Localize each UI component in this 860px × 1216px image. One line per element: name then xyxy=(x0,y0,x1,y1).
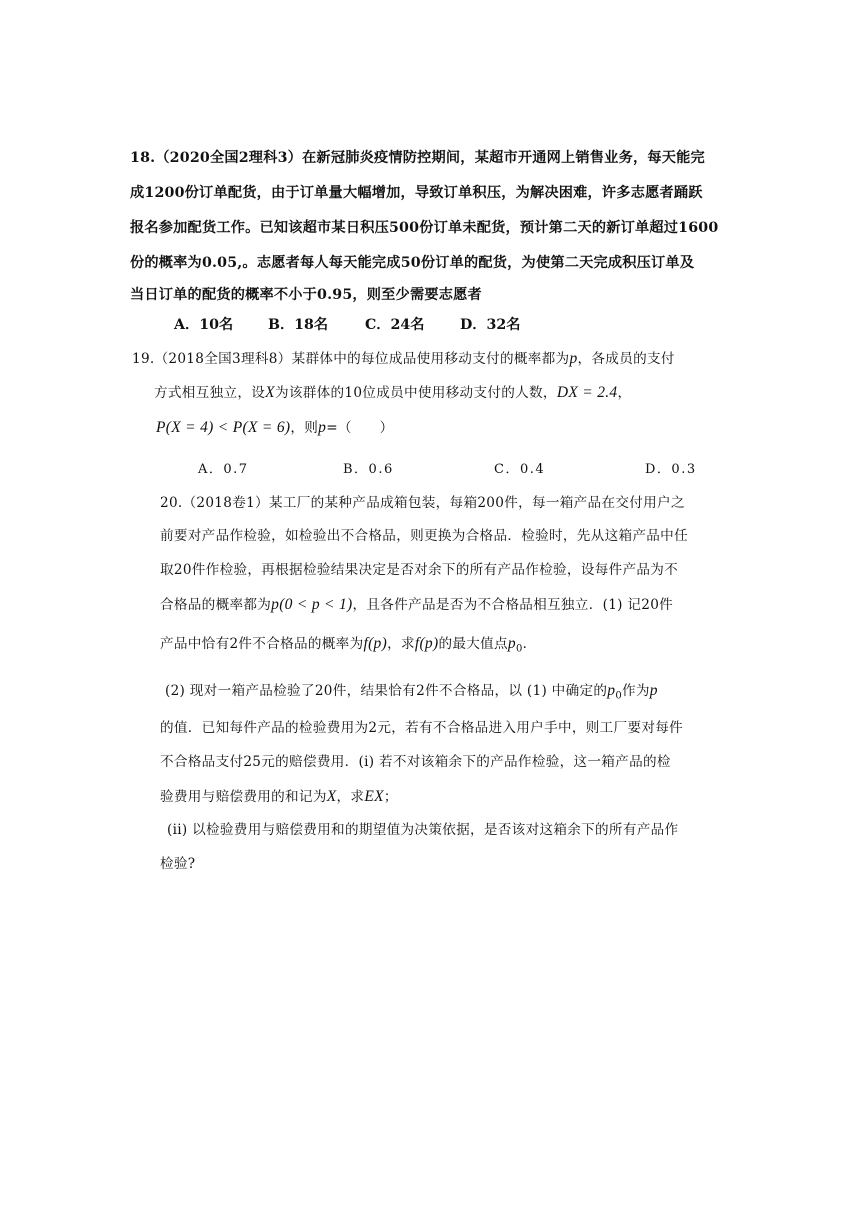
q18-option-d: D．32名 xyxy=(460,317,521,333)
q20-line-8: 不合格品支付25元的赔偿费用．(i) 若不对该箱余下的产品作检验，这一箱产品的检 xyxy=(160,754,671,770)
q20-line-9: 验费用与赔偿费用的和记为X，求EX； xyxy=(160,788,398,805)
q18-line-3: 报名参加配货工作。已知该超市某日积压500份订单未配货，预计第二天的新订单超过1600 xyxy=(130,220,719,236)
q19-option-c: C．0.4 xyxy=(494,462,546,477)
q18-option-a: A．10名 xyxy=(174,317,234,333)
q18-line-2: 成1200份订单配货，由于订单量大幅增加，导致订单积压，为解决困难，许多志愿者踊跃 xyxy=(130,185,703,201)
q20-line-4: 合格品的概率都为p(0 < p < 1)，且各件产品是否为不合格品相互独立．(1) 记20件 xyxy=(160,596,674,613)
q18-option-c: C．24名 xyxy=(365,317,425,333)
q19-line-3: P(X = 4) < P(X = 6)，则p=（ ） xyxy=(156,419,394,436)
q19-option-d: D．0.3 xyxy=(645,462,697,477)
q20-line-10: (ii) 以检验费用与赔偿费用和的期望值为决策依据，是否该对这箱余下的所有产品作 xyxy=(167,822,679,838)
q20-line-5: 产品中恰有2件不合格品的概率为f(p)，求f(p)的最大值点$p_0$． xyxy=(160,635,537,655)
q20-line-6: (2) 现对一箱产品检验了20件，结果恰有2件不合格品，以 (1) 中确定的$p_0$作为p xyxy=(165,682,658,702)
q20-line-11: 检验? xyxy=(160,856,196,872)
q19-condition-formula: P(X = 4) < P(X = 6) xyxy=(156,419,291,436)
q20-line-2: 前要对产品作检验，如检验出不合格品，则更换为合格品．检验时，先从这箱产品中任 xyxy=(160,528,688,544)
q18-line-1: 18.（2020全国2理科3）在新冠肺炎疫情防控期间，某超市开通网上销售业务，每天能完 xyxy=(130,150,705,166)
q19-option-b: B．0.6 xyxy=(343,462,394,477)
q19-option-a: A．0.7 xyxy=(198,462,249,477)
q18-option-b: B．18名 xyxy=(268,317,329,333)
q19-line-1: 19.（2018全国3理科8）某群体中的每位成品使用移动支付的概率都为p，各成员的支付 xyxy=(132,350,675,367)
q20-line-1: 20.（2018卷1）某工厂的某种产品成箱包装，每箱200件，每一箱产品在交付用户之 xyxy=(160,495,685,511)
q20-line-3: 取20件作检验，再根据检验结果决定是否对余下的所有产品作检验，设每件产品为不 xyxy=(160,562,679,578)
q18-line-4: 份的概率为0.05,。志愿者每人每天能完成50份订单的配货，为使第二天完成积压订单及 xyxy=(130,255,695,271)
q18-line-5: 当日订单的配货的概率不小于0.95，则至少需要志愿者 xyxy=(130,287,482,303)
q19-line-2: 方式相互独立，设X为该群体的10位成员中使用移动支付的人数，DX = 2.4， xyxy=(154,384,632,401)
q20-line-7: 的值．已知每件产品的检验费用为2元，若有不合格品进入用户手中，则工厂要对每件 xyxy=(160,720,684,736)
q20-p-range-formula: p(0 < p < 1) xyxy=(271,596,353,613)
